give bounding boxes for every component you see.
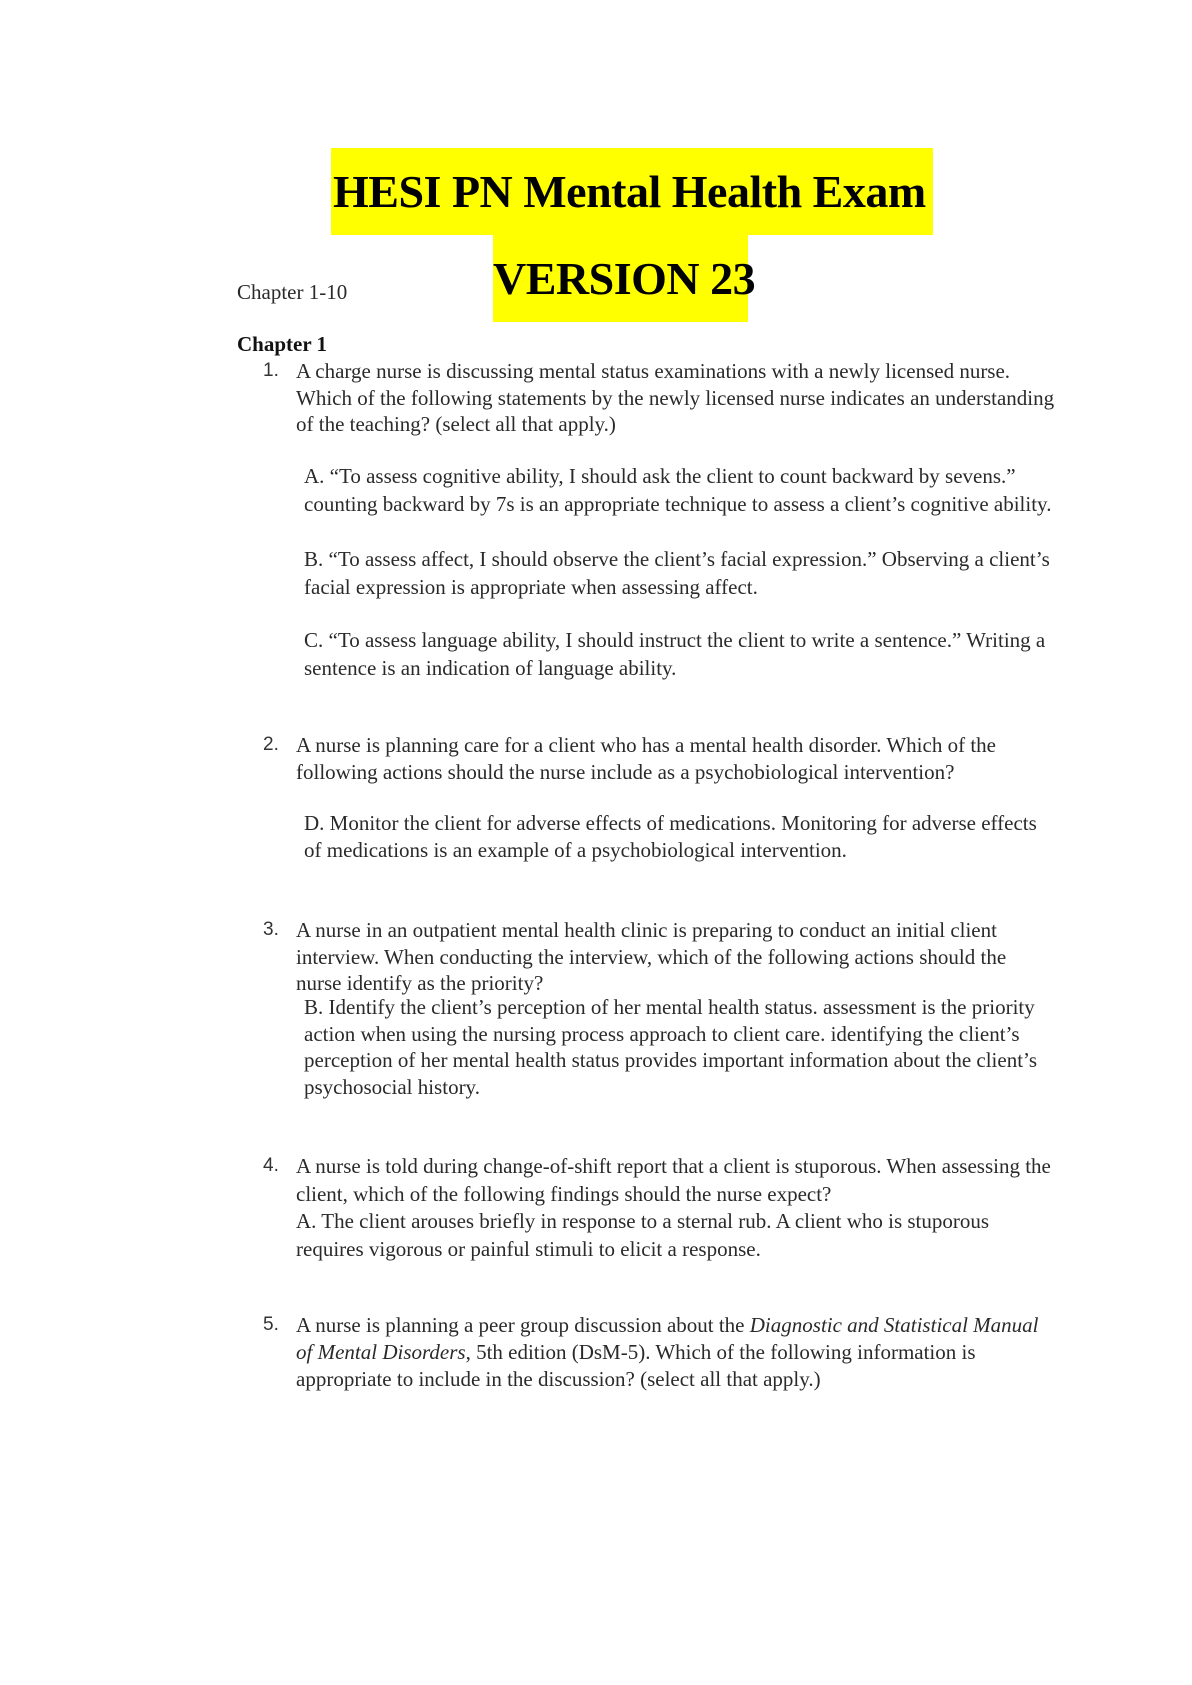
- answer-line: D. Monitor the client for adverse effects of medications. Monitoring for adverse effects: [304, 811, 1037, 835]
- answer-line: B. “To assess affect, I should observe the client’s facial expression.” Observing a client’s: [304, 547, 1050, 571]
- answer-line: A. The client arouses briefly in response to a sternal rub. A client who is stuporous: [296, 1209, 990, 1233]
- answer-b: [304, 994, 1037, 1100]
- question-line: Which of the following statements by the newly licensed nurse indicates an understanding: [296, 385, 1055, 410]
- answer-line: A. “To assess cognitive ability, I should ask the client to count backward by sevens.”: [304, 464, 1016, 488]
- question-line: A nurse is planning care for a client who has a mental health disorder. Which of the: [296, 733, 996, 757]
- answer-line: requires vigorous or painful stimuli to elicit a response.: [296, 1236, 761, 1261]
- question-5: [296, 1312, 1039, 1393]
- question-line: nurse identify as the priority?: [296, 971, 544, 995]
- question-line: [296, 1339, 1039, 1366]
- answer-line: action when using the nursing process approach to client care. identifying the client’s: [304, 1021, 1020, 1046]
- text: A nurse is planning a peer group discussion about the: [296, 1313, 750, 1337]
- answer-line: psychosocial history.: [304, 1074, 480, 1099]
- answer-line: counting backward by 7s is an appropriate technique to assess a client’s cognitive ability.: [304, 492, 1052, 516]
- question-line: interview. When conducting the interview, which of the following actions should the: [296, 944, 1007, 969]
- chapter-heading: Chapter 1: [237, 332, 328, 356]
- question-line: A nurse is told during change-of-shift report that a client is stuporous. When assessing the: [296, 1154, 1051, 1178]
- question-number: 1.: [263, 360, 279, 381]
- question-line: appropriate to include in the discussion? (select all that apply.): [296, 1367, 821, 1391]
- question-line: following actions should the nurse include as a psychobiological intervention?: [296, 759, 955, 784]
- question-line: client, which of the following findings should the nurse expect?: [296, 1181, 832, 1206]
- answer-line: facial expression is appropriate when assessing affect.: [304, 575, 758, 599]
- subtitle: Chapter 1-10: [237, 280, 348, 304]
- question-number: 3.: [263, 919, 279, 940]
- question-line: [296, 1312, 1039, 1339]
- question-line: A nurse in an outpatient mental health clinic is preparing to conduct an initial client: [296, 918, 997, 942]
- answer-d: [304, 810, 1037, 864]
- answer-a: [304, 462, 1051, 518]
- answer-c: [304, 626, 1045, 682]
- question-1: [296, 358, 1054, 438]
- manual-title: Diagnostic and Statistical Manual: [749, 1313, 1039, 1337]
- manual-title: of Mental Disorders: [296, 1340, 466, 1364]
- document-title-line1: [331, 148, 933, 235]
- title-text: HESI PN Mental Health Exam: [333, 166, 926, 217]
- answer-line: of medications is an example of a psychobiological intervention.: [304, 838, 847, 862]
- answer-line: B. Identify the client’s perception of her mental health status. assessment is the priority: [304, 995, 1035, 1019]
- answer-b: [304, 545, 1050, 601]
- answer-line: C. “To assess language ability, I should instruct the client to write a sentence.” Writing a: [304, 628, 1046, 652]
- question-number: 5.: [263, 1314, 279, 1335]
- version-text: VERSION 23: [493, 253, 756, 304]
- question-line: of the teaching? (select all that apply.): [296, 412, 616, 436]
- text: , 5th edition (DsM-5). Which of the following information is: [465, 1340, 976, 1364]
- question-4: [296, 1153, 1051, 1263]
- answer-line: sentence is an indication of language ability.: [304, 656, 677, 680]
- answer-line: perception of her mental health status provides important information about the client’s: [304, 1048, 1038, 1072]
- question-number: 2.: [263, 734, 279, 755]
- question-3: [296, 917, 1006, 997]
- document-title-line2: [493, 235, 756, 322]
- question-line: A charge nurse is discussing mental status examinations with a newly licensed nurse.: [296, 359, 1011, 383]
- question-number: 4.: [263, 1155, 279, 1176]
- question-2: [296, 732, 996, 785]
